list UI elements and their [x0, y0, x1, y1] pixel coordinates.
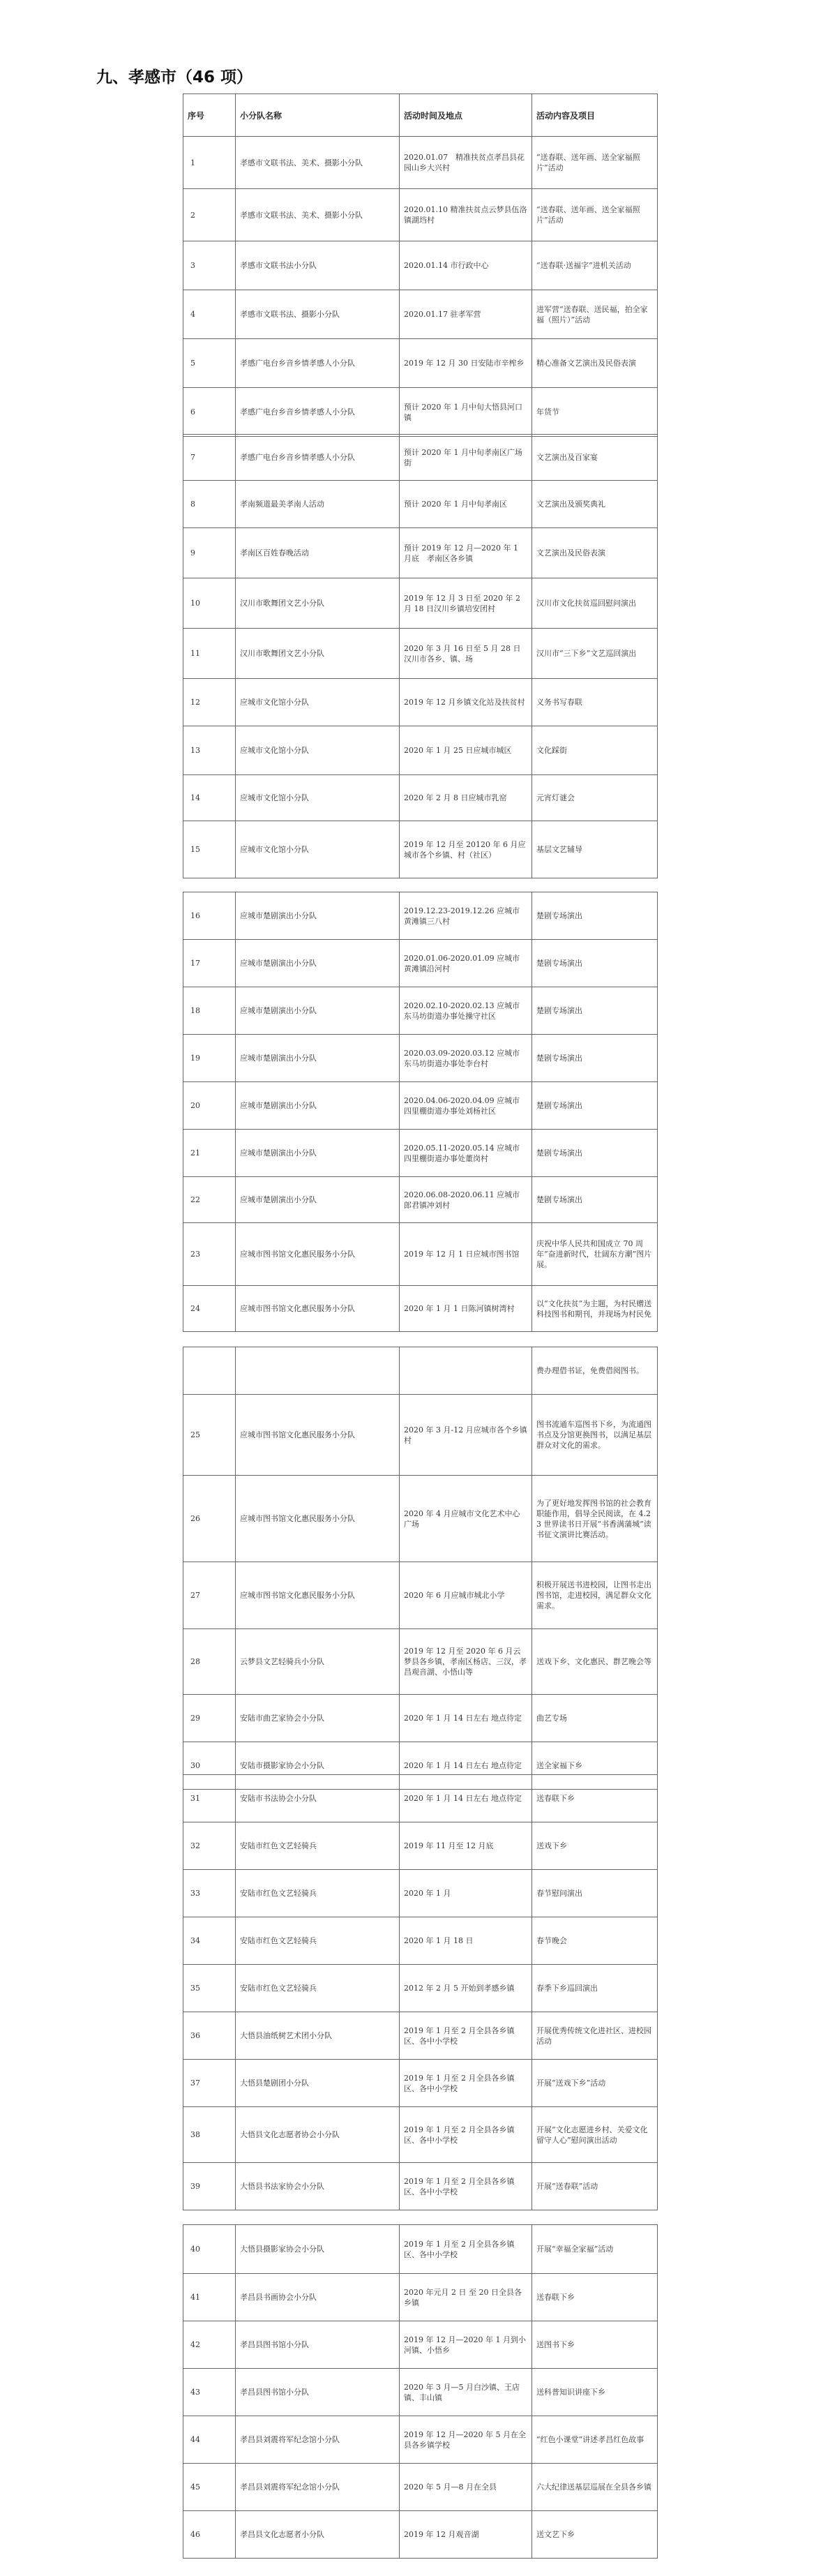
team-name: 应城市文化馆小分队 [236, 821, 400, 878]
activity-time-place: 2020 年 1 月 14 日左右 地点待定 [400, 1695, 532, 1742]
team-name: 大悟县楚剧团小分队 [236, 2060, 400, 2107]
row-number: 43 [183, 2369, 236, 2416]
table-row [183, 2225, 658, 2274]
table-row [183, 1870, 658, 1917]
activity-time-place: 2019 年 12 月—2020 年 5 月在全县各乡镇学校 [400, 2416, 532, 2464]
activity-content: 文艺演出及颁奖典礼 [532, 481, 658, 528]
row-number: 29 [183, 1695, 236, 1742]
team-name: 安陆市红色文艺轻骑兵 [236, 1870, 400, 1917]
activity-time-place: 2020.05.11-2020.05.14 应城市四里棚街道办事处董岗村 [400, 1130, 532, 1177]
row-number [183, 1347, 236, 1395]
activity-content: 文艺演出及民俗表演 [532, 528, 658, 578]
table-row [183, 726, 658, 775]
activity-content: “送春联、送年画、送全家福照片”活动 [532, 137, 658, 189]
team-name: 孝感市文联书法、美术、摄影小分队 [236, 189, 400, 241]
activity-time-place [400, 1347, 532, 1395]
activity-content: 送图书下乡 [532, 2321, 658, 2369]
table-page-4 [183, 1347, 657, 1790]
activity-content: 汉川市文化扶贫巡回慰问演出 [532, 578, 658, 629]
table-row [183, 987, 658, 1035]
row-number: 20 [183, 1082, 236, 1130]
activity-time-place: 2019 年 12 月 3 日至 2020 年 2 月 18 日汉川乡镇培安团村 [400, 578, 532, 629]
activity-time-place: 2019 年 12 月至 20120 年 6 月应城市各个乡镇、村（社区） [400, 821, 532, 878]
activity-content: 开展优秀传统文化进社区、进校园活动 [532, 2012, 658, 2060]
activity-time-place: 2020.01.17 驻孝军营 [400, 290, 532, 339]
table-row [183, 435, 658, 481]
row-number: 7 [183, 435, 236, 481]
activity-time-place: 2020 年 1 月 18 日 [400, 1917, 532, 1965]
table-row [183, 2511, 658, 2559]
table-row [183, 775, 658, 821]
team-name: 安陆市书法协会小分队 [236, 1775, 400, 1822]
team-name: 应城市楚剧演出小分队 [236, 987, 400, 1035]
activity-content: 送戏下乡 [532, 1822, 658, 1870]
team-name: 应城市楚剧演出小分队 [236, 1130, 400, 1177]
table-page-6 [183, 2224, 657, 2559]
row-number: 21 [183, 1130, 236, 1177]
activity-table [183, 892, 658, 1332]
table-page-2 [183, 434, 657, 878]
row-number: 4 [183, 290, 236, 339]
activity-table [183, 1774, 658, 2210]
team-name: 应城市图书馆文化惠民服务小分队 [236, 1223, 400, 1286]
table-row [183, 2060, 658, 2107]
table-row [183, 629, 658, 679]
team-name: 孝昌县图书馆小分队 [236, 2369, 400, 2416]
team-name: 孝昌县图书馆小分队 [236, 2321, 400, 2369]
activity-time-place: 2020.01.14 市行政中心 [400, 241, 532, 290]
team-name: 安陆市红色文艺轻骑兵 [236, 1965, 400, 2012]
row-number: 34 [183, 1917, 236, 1965]
activity-content: 开展“文化志愿进乡村、关爱文化留守人心”慰问演出活动 [532, 2107, 658, 2163]
activity-table [183, 434, 658, 878]
row-number: 11 [183, 629, 236, 679]
activity-content: 送春联下乡 [532, 2274, 658, 2321]
table-row [183, 821, 658, 878]
activity-content: 积极开展送书进校园，让图书走出图书馆，走进校园，满足群众文化需求。 [532, 1562, 658, 1629]
activity-time-place: 预计 2020 年 1 月中旬大悟县河口镇 [400, 388, 532, 437]
team-name: 安陆市摄影家协会小分队 [236, 1742, 400, 1790]
team-name: 应城市楚剧演出小分队 [236, 1082, 400, 1130]
activity-time-place: 2019 年 1 月至 2 月全县各乡镇区、各中小学校 [400, 2163, 532, 2210]
activity-time-place: 预计 2019 年 12 月—2020 年 1 月底 孝南区各乡镇 [400, 528, 532, 578]
table-page-3 [183, 892, 657, 1332]
team-name: 孝昌县书画协会小分队 [236, 2274, 400, 2321]
table-row [183, 241, 658, 290]
table-row [183, 137, 658, 189]
team-name: 孝昌县刘震将军纪念馆小分队 [236, 2464, 400, 2511]
table-row [183, 1629, 658, 1695]
column-header: 活动内容及项目 [532, 94, 658, 137]
activity-content: 楚剧专场演出 [532, 1177, 658, 1223]
team-name: 安陆市红色文艺轻骑兵 [236, 1917, 400, 1965]
table-row [183, 1562, 658, 1629]
table-row [183, 2012, 658, 2060]
row-number: 35 [183, 1965, 236, 2012]
row-number: 45 [183, 2464, 236, 2511]
team-name: 应城市文化馆小分队 [236, 775, 400, 821]
activity-content: 六大纪律送基层巡展在全县各乡镇 [532, 2464, 658, 2511]
activity-time-place: 2020 年 3 月—5 月白沙镇、王店镇、丰山镇 [400, 2369, 532, 2416]
activity-content: 楚剧专场演出 [532, 1130, 658, 1177]
team-name: 安陆市曲艺家协会小分队 [236, 1695, 400, 1742]
team-name: 应城市图书馆文化惠民服务小分队 [236, 1286, 400, 1332]
table-row [183, 1965, 658, 2012]
activity-time-place: 2020.01.06-2020.01.09 应城市黄滩镇沿河村 [400, 940, 532, 987]
row-number: 9 [183, 528, 236, 578]
activity-time-place: 2019 年 1 月至 2 月全县各乡镇区、各中小学校 [400, 2060, 532, 2107]
team-name: 孝南区百姓春晚活动 [236, 528, 400, 578]
row-number: 28 [183, 1629, 236, 1695]
table-page-5 [183, 1774, 657, 2210]
activity-content: 义务书写春联 [532, 679, 658, 726]
table-row [183, 388, 658, 437]
activity-table [183, 2224, 658, 2559]
row-number: 26 [183, 1476, 236, 1562]
activity-table [183, 1347, 658, 1790]
activity-content: 送科普知识讲座下乡 [532, 2369, 658, 2416]
team-name: 大悟县摄影家协会小分队 [236, 2225, 400, 2274]
row-number: 46 [183, 2511, 236, 2559]
table-row [183, 1395, 658, 1476]
table-row [183, 1082, 658, 1130]
row-number: 41 [183, 2274, 236, 2321]
activity-time-place: 2020 年 1 月 14 日左右 地点待定 [400, 1775, 532, 1822]
table-header-row [183, 94, 658, 137]
row-number: 24 [183, 1286, 236, 1332]
activity-time-place: 2020.04.06-2020.04.09 应城市四里棚街道办事处刘杨社区 [400, 1082, 532, 1130]
activity-content: 送春联下乡 [532, 1775, 658, 1822]
activity-time-place: 2020.01.07 精准扶贫点孝昌县花园山乡大兴村 [400, 137, 532, 189]
table-row [183, 1130, 658, 1177]
activity-content: 楚剧专场演出 [532, 1035, 658, 1082]
table-row [183, 481, 658, 528]
row-number: 31 [183, 1775, 236, 1822]
table-row [183, 1822, 658, 1870]
table-row [183, 290, 658, 339]
team-name: 应城市图书馆文化惠民服务小分队 [236, 1476, 400, 1562]
team-name: 应城市楚剧演出小分队 [236, 892, 400, 940]
activity-time-place: 2020 年 3 月 16 日至 5 月 28 日 汉川市各乡、镇、场 [400, 629, 532, 679]
activity-content: 汉川市“三下乡”文艺巡回演出 [532, 629, 658, 679]
activity-time-place: 2019 年 12 月—2020 年 1 月到小河镇、小悟乡 [400, 2321, 532, 2369]
row-number: 23 [183, 1223, 236, 1286]
table-row [183, 2163, 658, 2210]
column-header: 小分队名称 [236, 94, 400, 137]
activity-time-place: 预计 2020 年 1 月中旬孝南区广场街 [400, 435, 532, 481]
activity-time-place: 2019 年 1 月至 2 月全县各乡镇区、各中小学校 [400, 2012, 532, 2060]
row-number: 15 [183, 821, 236, 878]
row-number: 44 [183, 2416, 236, 2464]
team-name: 孝昌县文化志愿者小分队 [236, 2511, 400, 2559]
table-row [183, 2416, 658, 2464]
activity-content: 文化踩街 [532, 726, 658, 775]
table-row [183, 679, 658, 726]
table-row [183, 1286, 658, 1332]
team-name: 应城市楚剧演出小分队 [236, 1035, 400, 1082]
activity-content: 以“文化扶贫”为主题，为村民赠送科技图书和期刊，并现场为村民免 [532, 1286, 658, 1332]
activity-content: 开展“送戏下乡”活动 [532, 2060, 658, 2107]
activity-time-place: 2020 年 6 月应城市城北小学 [400, 1562, 532, 1629]
activity-time-place: 2020 年元月 2 日 至 20 日全县各乡镇 [400, 2274, 532, 2321]
activity-content: 送全家福下乡 [532, 1742, 658, 1790]
activity-time-place: 2020.01.10 精准扶贫点云梦县伍洛镇湖垱村 [400, 189, 532, 241]
activity-table [183, 93, 658, 437]
activity-content: “红色小课堂”讲述孝昌红色故事 [532, 2416, 658, 2464]
team-name: 汉川市歌舞团文艺小分队 [236, 578, 400, 629]
team-name: 孝感市文联书法小分队 [236, 241, 400, 290]
team-name: 汉川市歌舞团文艺小分队 [236, 629, 400, 679]
team-name: 大悟县文化志愿者协会小分队 [236, 2107, 400, 2163]
activity-content: 曲艺专场 [532, 1695, 658, 1742]
activity-time-place: 2020 年 4 月应城市文化艺术中心广场 [400, 1476, 532, 1562]
activity-time-place: 2019 年 12 月至 2020 年 6 月云梦县各乡镇，孝南区杨店、三汊，孝昌观音湖、小悟山等 [400, 1629, 532, 1695]
activity-content: 春节慰问演出 [532, 1870, 658, 1917]
activity-time-place: 2019 年 12 月 1 日应城市图书馆 [400, 1223, 532, 1286]
activity-content: 图书流通车巡图书下乡，为流通图书点及分馆更换图书，以满足基层群众对文化的需求。 [532, 1395, 658, 1476]
activity-content: 楚剧专场演出 [532, 1082, 658, 1130]
table-row [183, 940, 658, 987]
activity-content: 开展“送春联”活动 [532, 2163, 658, 2210]
team-name: 孝感市文联书法、美术、摄影小分队 [236, 137, 400, 189]
team-name: 应城市文化馆小分队 [236, 726, 400, 775]
row-number: 5 [183, 339, 236, 388]
activity-time-place: 2019 年 12 月观音湖 [400, 2511, 532, 2559]
table-row [183, 1917, 658, 1965]
row-number: 40 [183, 2225, 236, 2274]
row-number: 27 [183, 1562, 236, 1629]
table-row [183, 1177, 658, 1223]
table-row [183, 892, 658, 940]
team-name: 孝感广电台乡音乡情孝感人小分队 [236, 339, 400, 388]
team-name: 孝昌县刘震将军纪念馆小分队 [236, 2416, 400, 2464]
activity-content: 为了更好地发挥图书馆的社会教育职能作用，倡导全民阅读，在 4.23 世界读书日开展“书香满蒲城”读书征文演讲比赛活动。 [532, 1476, 658, 1562]
team-name: 孝感广电台乡音乡情孝感人小分队 [236, 388, 400, 437]
row-number: 13 [183, 726, 236, 775]
activity-time-place: 2020 年 1 月 [400, 1870, 532, 1917]
table-row [183, 2107, 658, 2163]
activity-content: 年货节 [532, 388, 658, 437]
activity-content: 送戏下乡、文化惠民、群艺晚会等 [532, 1629, 658, 1695]
row-number: 10 [183, 578, 236, 629]
activity-time-place: 2012 年 2 月 5 开始到孝感乡镇 [400, 1965, 532, 2012]
row-number: 6 [183, 388, 236, 437]
team-name: 应城市图书馆文化惠民服务小分队 [236, 1562, 400, 1629]
table-row [183, 1476, 658, 1562]
activity-content: “送春联·送福字”进机关活动 [532, 241, 658, 290]
row-number: 33 [183, 1870, 236, 1917]
column-header: 序号 [183, 94, 236, 137]
activity-time-place: 2020.06.08-2020.06.11 应城市郎君镇冲刘村 [400, 1177, 532, 1223]
row-number: 22 [183, 1177, 236, 1223]
activity-content: 庆祝中华人民共和国成立 70 周年“奋进新时代，壮阔东方潮”图片展。 [532, 1223, 658, 1286]
table-row [183, 189, 658, 241]
activity-content: 楚剧专场演出 [532, 940, 658, 987]
table-row [183, 1223, 658, 1286]
table-page-1 [183, 93, 657, 437]
activity-content: 楚剧专场演出 [532, 987, 658, 1035]
row-number: 38 [183, 2107, 236, 2163]
activity-time-place: 2020 年 1 月 14 日左右 地点待定 [400, 1742, 532, 1790]
team-name: 孝感广电台乡音乡情孝感人小分队 [236, 435, 400, 481]
row-number: 18 [183, 987, 236, 1035]
team-name: 应城市图书馆文化惠民服务小分队 [236, 1395, 400, 1476]
row-number: 37 [183, 2060, 236, 2107]
team-name: 孝南频道最美孝南人活动 [236, 481, 400, 528]
row-number: 3 [183, 241, 236, 290]
team-name: 大悟县油纸树艺术团小分队 [236, 2012, 400, 2060]
row-number: 1 [183, 137, 236, 189]
activity-time-place: 2019 年 12 月乡镇文化站及扶贫村 [400, 679, 532, 726]
row-number: 14 [183, 775, 236, 821]
activity-content: 元宵灯谜会 [532, 775, 658, 821]
activity-content: 费办理借书证，免费借阅图书。 [532, 1347, 658, 1395]
activity-content: 进军营“送春联、送民福，拍全家福（照片）”活动 [532, 290, 658, 339]
table-row [183, 339, 658, 388]
team-name: 安陆市红色文艺轻骑兵 [236, 1822, 400, 1870]
activity-time-place: 2019 年 11 月至 12 月底 [400, 1822, 532, 1870]
row-number: 42 [183, 2321, 236, 2369]
section-heading: 九、孝感市（46 项） [96, 68, 253, 87]
row-number: 16 [183, 892, 236, 940]
activity-time-place: 2020 年 1 月 1 日陈河镇树湾村 [400, 1286, 532, 1332]
table-row [183, 528, 658, 578]
activity-time-place: 2019 年 1 月至 2 月全县各乡镇区、各中小学校 [400, 2225, 532, 2274]
activity-time-place: 2019 年 12 月 30 日安陆市辛榨乡 [400, 339, 532, 388]
activity-content: 基层文艺辅导 [532, 821, 658, 878]
activity-time-place: 2020 年 3 月-12 月应城市各个乡镇村 [400, 1395, 532, 1476]
table-row [183, 2369, 658, 2416]
activity-time-place: 2019 年 1 月至 2 月全县各乡镇区、各中小学校 [400, 2107, 532, 2163]
team-name: 应城市文化馆小分队 [236, 679, 400, 726]
table-row [183, 2321, 658, 2369]
table-row [183, 1775, 658, 1822]
row-number: 17 [183, 940, 236, 987]
activity-content: 开展“幸福全家福”活动 [532, 2225, 658, 2274]
activity-time-place: 2019.12.23-2019.12.26 应城市黄滩镇三八村 [400, 892, 532, 940]
activity-time-place: 预计 2020 年 1 月中旬孝南区 [400, 481, 532, 528]
activity-content: 春季下乡巡回演出 [532, 1965, 658, 2012]
table-row [183, 2464, 658, 2511]
table-row [183, 1035, 658, 1082]
team-name [236, 1347, 400, 1395]
activity-time-place: 2020.02.10-2020.02.13 应城市东马坊街道办事处操守社区 [400, 987, 532, 1035]
activity-time-place: 2020 年 2 月 8 日应城市乳窑 [400, 775, 532, 821]
row-number: 32 [183, 1822, 236, 1870]
activity-time-place: 2020 年 5 月—8 月在全县 [400, 2464, 532, 2511]
column-header: 活动时间及地点 [400, 94, 532, 137]
row-number: 12 [183, 679, 236, 726]
team-name: 应城市楚剧演出小分队 [236, 940, 400, 987]
row-number: 25 [183, 1395, 236, 1476]
activity-content: “送春联、送年画、送全家福照片”活动 [532, 189, 658, 241]
team-name: 大悟县书法家协会小分队 [236, 2163, 400, 2210]
row-number: 2 [183, 189, 236, 241]
table-row [183, 2274, 658, 2321]
activity-time-place: 2020.03.09-2020.03.12 应城市东马坊街道办事处李台村 [400, 1035, 532, 1082]
table-row [183, 1695, 658, 1742]
row-number: 19 [183, 1035, 236, 1082]
row-number: 36 [183, 2012, 236, 2060]
activity-content: 文艺演出及百家宴 [532, 435, 658, 481]
activity-content: 楚剧专场演出 [532, 892, 658, 940]
team-name: 孝感市文联书法、摄影小分队 [236, 290, 400, 339]
activity-content: 春节晚会 [532, 1917, 658, 1965]
row-number: 30 [183, 1742, 236, 1790]
activity-content: 送文艺下乡 [532, 2511, 658, 2559]
row-number: 8 [183, 481, 236, 528]
activity-time-place: 2020 年 1 月 25 日应城市城区 [400, 726, 532, 775]
team-name: 云梦县文艺轻骑兵小分队 [236, 1629, 400, 1695]
activity-content: 精心准备文艺演出及民俗表演 [532, 339, 658, 388]
team-name: 应城市楚剧演出小分队 [236, 1177, 400, 1223]
table-row [183, 1347, 658, 1395]
row-number: 39 [183, 2163, 236, 2210]
table-row [183, 578, 658, 629]
